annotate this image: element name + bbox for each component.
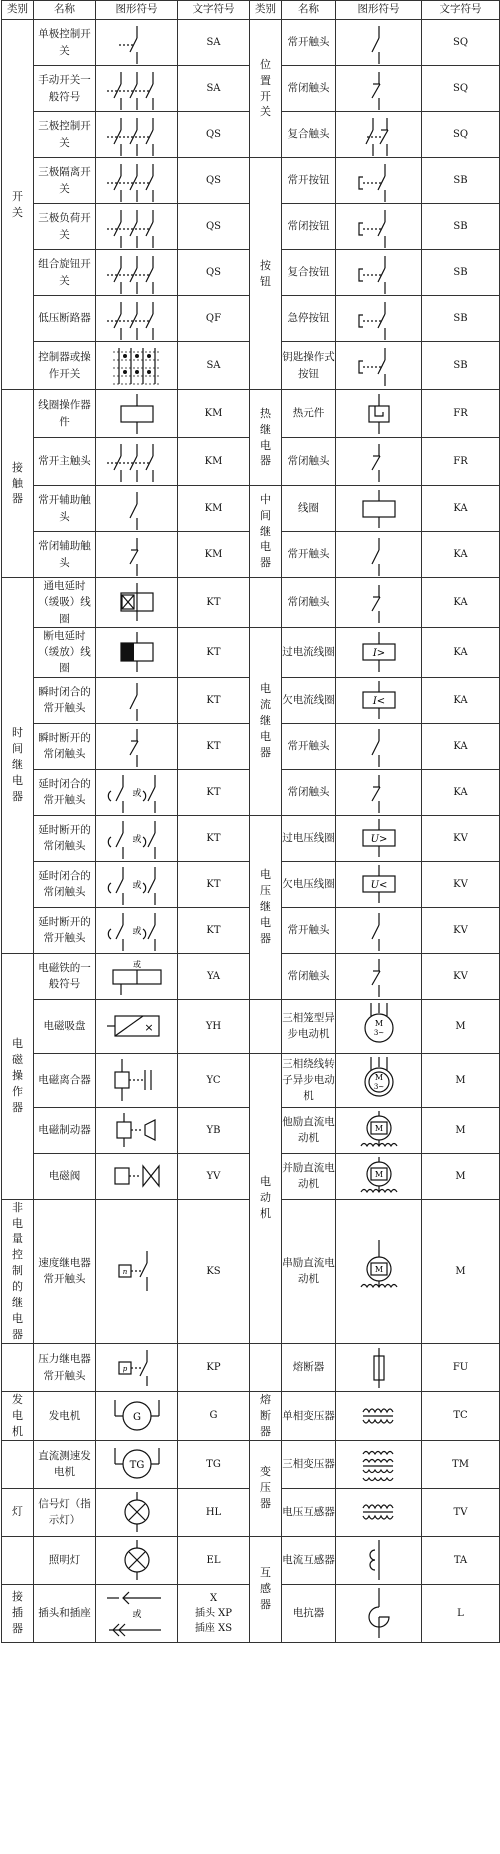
- left-symbol-name: 延时闭合的常闭触头: [34, 861, 96, 907]
- table-row: [2, 627, 500, 677]
- right-letter-code: KA: [422, 532, 500, 578]
- category-label: 非电量控制的继电器: [12, 1200, 23, 1342]
- right-symbol-name: 常开按钮: [282, 158, 336, 204]
- right-category-cell: [250, 999, 282, 1053]
- right-category-cell: [250, 1392, 282, 1441]
- electrical-symbol-table: [1, 0, 500, 1643]
- right-letter-code: KV: [422, 907, 500, 953]
- right-letter-code: SB: [422, 296, 500, 342]
- right-letter-code: M: [422, 1053, 500, 1107]
- category-label: 热继电器: [260, 406, 271, 468]
- svg-text:或: 或: [131, 927, 142, 938]
- right-letter-code: M: [422, 1199, 500, 1343]
- svg-text:或: 或: [131, 881, 142, 892]
- left-category-cell: [2, 20, 34, 390]
- left-letter-code: KT: [178, 578, 250, 628]
- category-label: 时间继电器: [12, 726, 23, 804]
- right-symbol-name: 三相笼型异步电动机: [282, 999, 336, 1053]
- right-letter-code: SB: [422, 250, 500, 296]
- left-symbol-name: 插头和插座: [34, 1584, 96, 1642]
- right-symbol-graphic: [336, 296, 422, 342]
- left-symbol-name: 常闭辅助触头: [34, 532, 96, 578]
- right-symbol-graphic: [336, 486, 422, 532]
- left-letter-code: YB: [178, 1107, 250, 1153]
- table-row: [2, 158, 500, 204]
- right-symbol-name: 并励直流电动机: [282, 1153, 336, 1199]
- header-cell: 图形符号: [96, 1, 178, 20]
- left-category-cell: [2, 1488, 34, 1536]
- left-symbol-name: 直流测速发电机: [34, 1440, 96, 1488]
- table-row: [2, 1344, 500, 1392]
- right-symbol-name: 钥匙操作式按钮: [282, 342, 336, 390]
- right-symbol-graphic: [336, 861, 422, 907]
- svg-text:M: M: [374, 1265, 383, 1275]
- left-symbol-name: 信号灯（指示灯）: [34, 1488, 96, 1536]
- left-symbol-name: 发电机: [34, 1392, 96, 1441]
- right-symbol-graphic: [336, 1107, 422, 1153]
- table-header-row: [2, 1, 500, 20]
- right-letter-code: SQ: [422, 20, 500, 66]
- right-symbol-name: 常闭触头: [282, 953, 336, 999]
- left-symbol-graphic: [96, 390, 178, 438]
- left-letter-code: KT: [178, 677, 250, 723]
- left-symbol-graphic: [96, 250, 178, 296]
- right-letter-code: TM: [422, 1440, 500, 1488]
- right-symbol-graphic: [336, 723, 422, 769]
- category-label: 中间继电器: [260, 492, 271, 570]
- left-symbol-name: 三极隔离开关: [34, 158, 96, 204]
- category-label: 开关: [12, 189, 23, 219]
- category-label: 接触器: [12, 460, 23, 506]
- category-label: 灯: [12, 1505, 23, 1519]
- header-cell: 类别: [250, 1, 282, 20]
- left-symbol-name: 常开主触头: [34, 438, 96, 486]
- right-symbol-graphic: [336, 532, 422, 578]
- right-letter-code: SB: [422, 204, 500, 250]
- left-symbol-graphic: [96, 296, 178, 342]
- right-symbol-graphic: [336, 1153, 422, 1199]
- left-letter-code: KM: [178, 438, 250, 486]
- svg-text:G: G: [132, 1411, 141, 1423]
- right-symbol-name: 过电流线圈: [282, 627, 336, 677]
- svg-text:或: 或: [131, 835, 142, 846]
- header-cell: 文字符号: [178, 1, 250, 20]
- right-symbol-name: 常闭触头: [282, 438, 336, 486]
- right-letter-code: TA: [422, 1536, 500, 1584]
- left-symbol-name: 线圈操作器件: [34, 390, 96, 438]
- left-symbol-name: 瞬时断开的常闭触头: [34, 723, 96, 769]
- left-symbol-name: 通电延时（缓吸）线圈: [34, 578, 96, 628]
- right-letter-code: KA: [422, 486, 500, 532]
- right-symbol-graphic: [336, 250, 422, 296]
- category-label: 发电机: [12, 1393, 23, 1438]
- table-row: [2, 999, 500, 1053]
- left-symbol-name: 瞬时闭合的常开触头: [34, 677, 96, 723]
- svg-text:3~: 3~: [373, 1083, 384, 1092]
- left-letter-code: KM: [178, 486, 250, 532]
- right-symbol-name: 他励直流电动机: [282, 1107, 336, 1153]
- right-symbol-name: 三相绕线转子异步电动机: [282, 1053, 336, 1107]
- right-symbol-graphic: [336, 907, 422, 953]
- right-symbol-name: 电压互感器: [282, 1488, 336, 1536]
- left-letter-code: QF: [178, 296, 250, 342]
- left-symbol-name: 电磁吸盘: [34, 999, 96, 1053]
- category-label: 位置开关: [260, 57, 271, 119]
- left-symbol-graphic: [96, 1392, 178, 1441]
- left-symbol-name: 单极控制开关: [34, 20, 96, 66]
- svg-text:TG: TG: [129, 1460, 144, 1472]
- right-letter-code: KA: [422, 723, 500, 769]
- header-cell: 类别: [2, 1, 34, 20]
- right-symbol-name: 常闭触头: [282, 578, 336, 628]
- left-symbol-graphic: [96, 1584, 178, 1642]
- left-symbol-graphic: [96, 1536, 178, 1584]
- right-symbol-graphic: [336, 1536, 422, 1584]
- left-symbol-name: 电磁阀: [34, 1153, 96, 1199]
- left-letter-code: QS: [178, 204, 250, 250]
- left-letter-code: KM: [178, 532, 250, 578]
- left-symbol-name: 延时闭合的常开触头: [34, 769, 96, 815]
- right-category-cell: [250, 578, 282, 628]
- right-symbol-graphic: [336, 1199, 422, 1343]
- right-symbol-graphic: [336, 953, 422, 999]
- right-symbol-graphic: [336, 578, 422, 628]
- left-symbol-name: 电磁铁的一般符号: [34, 953, 96, 999]
- left-letter-code: KP: [178, 1344, 250, 1392]
- right-symbol-graphic: [336, 1440, 422, 1488]
- left-letter-code: SA: [178, 342, 250, 390]
- right-symbol-graphic: [336, 999, 422, 1053]
- left-symbol-name: 常开辅助触头: [34, 486, 96, 532]
- left-symbol-name: 电磁离合器: [34, 1053, 96, 1107]
- right-symbol-name: 电流互感器: [282, 1536, 336, 1584]
- right-symbol-name: 欠电压线圈: [282, 861, 336, 907]
- left-symbol-graphic: [96, 723, 178, 769]
- right-letter-code: M: [422, 999, 500, 1053]
- right-symbol-name: 常开触头: [282, 20, 336, 66]
- right-letter-code: KA: [422, 677, 500, 723]
- left-symbol-graphic: [96, 1107, 178, 1153]
- svg-text:×: ×: [143, 1021, 154, 1035]
- left-symbol-graphic: [96, 815, 178, 861]
- left-symbol-graphic: [96, 438, 178, 486]
- left-symbol-graphic: [96, 861, 178, 907]
- left-letter-code: KT: [178, 723, 250, 769]
- left-letter-code: KT: [178, 627, 250, 677]
- right-symbol-name: 常闭触头: [282, 66, 336, 112]
- table-body: [2, 20, 500, 1643]
- left-symbol-name: 延时断开的常闭触头: [34, 815, 96, 861]
- left-symbol-name: 电磁制动器: [34, 1107, 96, 1153]
- table-row: [2, 486, 500, 532]
- category-label: 电压继电器: [260, 868, 271, 945]
- left-symbol-name: 组合旋钮开关: [34, 250, 96, 296]
- left-symbol-graphic: [96, 20, 178, 66]
- right-letter-code: KV: [422, 953, 500, 999]
- right-symbol-graphic: [336, 1488, 422, 1536]
- left-symbol-name: 低压断路器: [34, 296, 96, 342]
- svg-text:M: M: [374, 1073, 383, 1083]
- left-symbol-graphic: [96, 677, 178, 723]
- table-row: [2, 578, 500, 628]
- table-row: [2, 1536, 500, 1584]
- table-row: [2, 1440, 500, 1488]
- left-symbol-graphic: [96, 486, 178, 532]
- category-label: 电动机: [260, 1175, 271, 1221]
- header-cell: 名称: [34, 1, 96, 20]
- left-symbol-graphic: [96, 999, 178, 1053]
- left-symbol-graphic: [96, 1053, 178, 1107]
- right-category-cell: [250, 390, 282, 486]
- left-category-cell: [2, 1392, 34, 1441]
- left-category-cell: [2, 390, 34, 578]
- right-symbol-graphic: [336, 1392, 422, 1441]
- left-symbol-graphic: [96, 66, 178, 112]
- table-row: [2, 390, 500, 438]
- left-symbol-name: 照明灯: [34, 1536, 96, 1584]
- left-category-cell: [2, 1536, 34, 1584]
- right-symbol-graphic: [336, 1053, 422, 1107]
- right-category-cell: [250, 1344, 282, 1392]
- left-letter-code: QS: [178, 112, 250, 158]
- category-label: 按钮: [260, 258, 271, 288]
- left-category-cell: [2, 1440, 34, 1488]
- left-letter-code: QS: [178, 250, 250, 296]
- left-symbol-graphic: [96, 112, 178, 158]
- left-symbol-graphic: [96, 342, 178, 390]
- left-letter-code: YV: [178, 1153, 250, 1199]
- svg-text:U>: U>: [370, 834, 387, 846]
- right-category-cell: [250, 1440, 282, 1536]
- right-symbol-graphic: [336, 438, 422, 486]
- right-symbol-graphic: [336, 390, 422, 438]
- right-letter-code: TV: [422, 1488, 500, 1536]
- svg-text:或: 或: [131, 789, 142, 800]
- right-symbol-name: 常闭按钮: [282, 204, 336, 250]
- svg-text:M: M: [374, 1170, 383, 1180]
- left-symbol-graphic: [96, 627, 178, 677]
- right-symbol-name: 热元件: [282, 390, 336, 438]
- right-letter-code: KA: [422, 578, 500, 628]
- right-letter-code: L: [422, 1584, 500, 1642]
- left-symbol-graphic: [96, 1344, 178, 1392]
- category-label: 电流继电器: [260, 682, 271, 760]
- left-symbol-name: 压力继电器常开触头: [34, 1344, 96, 1392]
- right-symbol-graphic: [336, 1584, 422, 1642]
- svg-text:U<: U<: [370, 880, 387, 892]
- left-letter-code: X 插头 XP 插座 XS: [178, 1584, 250, 1642]
- right-letter-code: FR: [422, 438, 500, 486]
- category-label: 接插器: [12, 1590, 23, 1636]
- right-letter-code: M: [422, 1107, 500, 1153]
- left-letter-code: G: [178, 1392, 250, 1441]
- left-letter-code: EL: [178, 1536, 250, 1584]
- category-label: 电磁操作器: [12, 1037, 23, 1114]
- right-symbol-graphic: [336, 677, 422, 723]
- left-letter-code: YC: [178, 1053, 250, 1107]
- svg-text:M: M: [374, 1019, 383, 1029]
- left-letter-code: KT: [178, 769, 250, 815]
- right-symbol-name: 熔断器: [282, 1344, 336, 1392]
- right-symbol-graphic: [336, 1344, 422, 1392]
- header-cell: 图形符号: [336, 1, 422, 20]
- svg-text:或: 或: [131, 1610, 142, 1621]
- right-category-cell: [250, 815, 282, 999]
- header-cell: 文字符号: [422, 1, 500, 20]
- left-symbol-graphic: [96, 1153, 178, 1199]
- left-letter-code: KS: [178, 1199, 250, 1343]
- right-letter-code: KV: [422, 815, 500, 861]
- right-category-cell: [250, 1536, 282, 1642]
- right-symbol-name: 三相变压器: [282, 1440, 336, 1488]
- left-letter-code: SA: [178, 20, 250, 66]
- left-letter-code: KM: [178, 390, 250, 438]
- right-letter-code: M: [422, 1153, 500, 1199]
- right-symbol-graphic: [336, 66, 422, 112]
- right-symbol-graphic: [336, 204, 422, 250]
- left-symbol-name: 三极负荷开关: [34, 204, 96, 250]
- right-category-cell: [250, 1053, 282, 1343]
- right-letter-code: FU: [422, 1344, 500, 1392]
- category-label: 互感器: [260, 1566, 271, 1612]
- left-symbol-name: 手动开关一般符号: [34, 66, 96, 112]
- table-row: [2, 815, 500, 861]
- left-symbol-graphic: [96, 1440, 178, 1488]
- right-symbol-graphic: [336, 342, 422, 390]
- header-cell: 名称: [282, 1, 336, 20]
- left-category-cell: [2, 1344, 34, 1392]
- right-symbol-name: 复合触头: [282, 112, 336, 158]
- left-symbol-graphic: [96, 1488, 178, 1536]
- right-symbol-name: 急停按钮: [282, 296, 336, 342]
- right-symbol-name: 常开触头: [282, 907, 336, 953]
- left-symbol-name: 延时断开的常开触头: [34, 907, 96, 953]
- svg-text:或: 或: [132, 960, 141, 970]
- right-letter-code: KA: [422, 769, 500, 815]
- right-letter-code: SQ: [422, 66, 500, 112]
- left-symbol-graphic: [96, 907, 178, 953]
- svg-text:M: M: [374, 1124, 383, 1134]
- left-category-cell: [2, 953, 34, 1199]
- svg-text:n: n: [122, 1268, 127, 1277]
- left-letter-code: QS: [178, 158, 250, 204]
- left-letter-code: KT: [178, 815, 250, 861]
- left-symbol-graphic: [96, 1199, 178, 1343]
- table-row: [2, 20, 500, 66]
- left-category-cell: [2, 578, 34, 954]
- right-symbol-name: 过电压线圈: [282, 815, 336, 861]
- category-label: 变压器: [260, 1465, 271, 1511]
- right-symbol-graphic: [336, 112, 422, 158]
- right-letter-code: SB: [422, 158, 500, 204]
- right-symbol-name: 欠电流线圈: [282, 677, 336, 723]
- right-symbol-name: 串励直流电动机: [282, 1199, 336, 1343]
- right-letter-code: FR: [422, 390, 500, 438]
- right-symbol-name: 电抗器: [282, 1584, 336, 1642]
- right-category-cell: [250, 20, 282, 158]
- left-symbol-name: 控制器或操作开关: [34, 342, 96, 390]
- left-symbol-graphic: [96, 769, 178, 815]
- left-symbol-name: 三极控制开关: [34, 112, 96, 158]
- right-letter-code: TC: [422, 1392, 500, 1441]
- svg-text:3~: 3~: [373, 1029, 384, 1038]
- right-letter-code: SQ: [422, 112, 500, 158]
- table-row: [2, 1392, 500, 1441]
- right-letter-code: SB: [422, 342, 500, 390]
- left-letter-code: TG: [178, 1440, 250, 1488]
- right-symbol-graphic: [336, 158, 422, 204]
- right-symbol-name: 常闭触头: [282, 769, 336, 815]
- left-symbol-graphic: [96, 953, 178, 999]
- category-label: 熔断器: [260, 1393, 271, 1438]
- left-letter-code: HL: [178, 1488, 250, 1536]
- right-symbol-graphic: [336, 627, 422, 677]
- svg-text:p: p: [122, 1364, 127, 1373]
- right-category-cell: [250, 158, 282, 390]
- left-letter-code: KT: [178, 861, 250, 907]
- right-letter-code: KA: [422, 627, 500, 677]
- right-symbol-name: 单相变压器: [282, 1392, 336, 1441]
- right-symbol-name: 线圈: [282, 486, 336, 532]
- right-category-cell: [250, 486, 282, 578]
- left-letter-code: YH: [178, 999, 250, 1053]
- left-symbol-graphic: [96, 158, 178, 204]
- svg-text:I>: I>: [372, 648, 385, 660]
- right-symbol-graphic: [336, 815, 422, 861]
- left-category-cell: [2, 1584, 34, 1642]
- right-symbol-name: 复合按钮: [282, 250, 336, 296]
- svg-text:I<: I<: [372, 696, 385, 708]
- right-letter-code: KV: [422, 861, 500, 907]
- table-row: [2, 1053, 500, 1107]
- left-symbol-name: 速度继电器常开触头: [34, 1199, 96, 1343]
- left-symbol-name: 断电延时（缓放）线圈: [34, 627, 96, 677]
- right-symbol-graphic: [336, 769, 422, 815]
- left-letter-code: YA: [178, 953, 250, 999]
- right-symbol-name: 常开触头: [282, 723, 336, 769]
- right-category-cell: [250, 627, 282, 815]
- left-symbol-graphic: [96, 578, 178, 628]
- left-letter-code: KT: [178, 907, 250, 953]
- left-letter-code: SA: [178, 66, 250, 112]
- right-symbol-graphic: [336, 20, 422, 66]
- left-symbol-graphic: [96, 204, 178, 250]
- left-category-cell: [2, 1199, 34, 1343]
- left-symbol-graphic: [96, 532, 178, 578]
- right-symbol-name: 常开触头: [282, 532, 336, 578]
